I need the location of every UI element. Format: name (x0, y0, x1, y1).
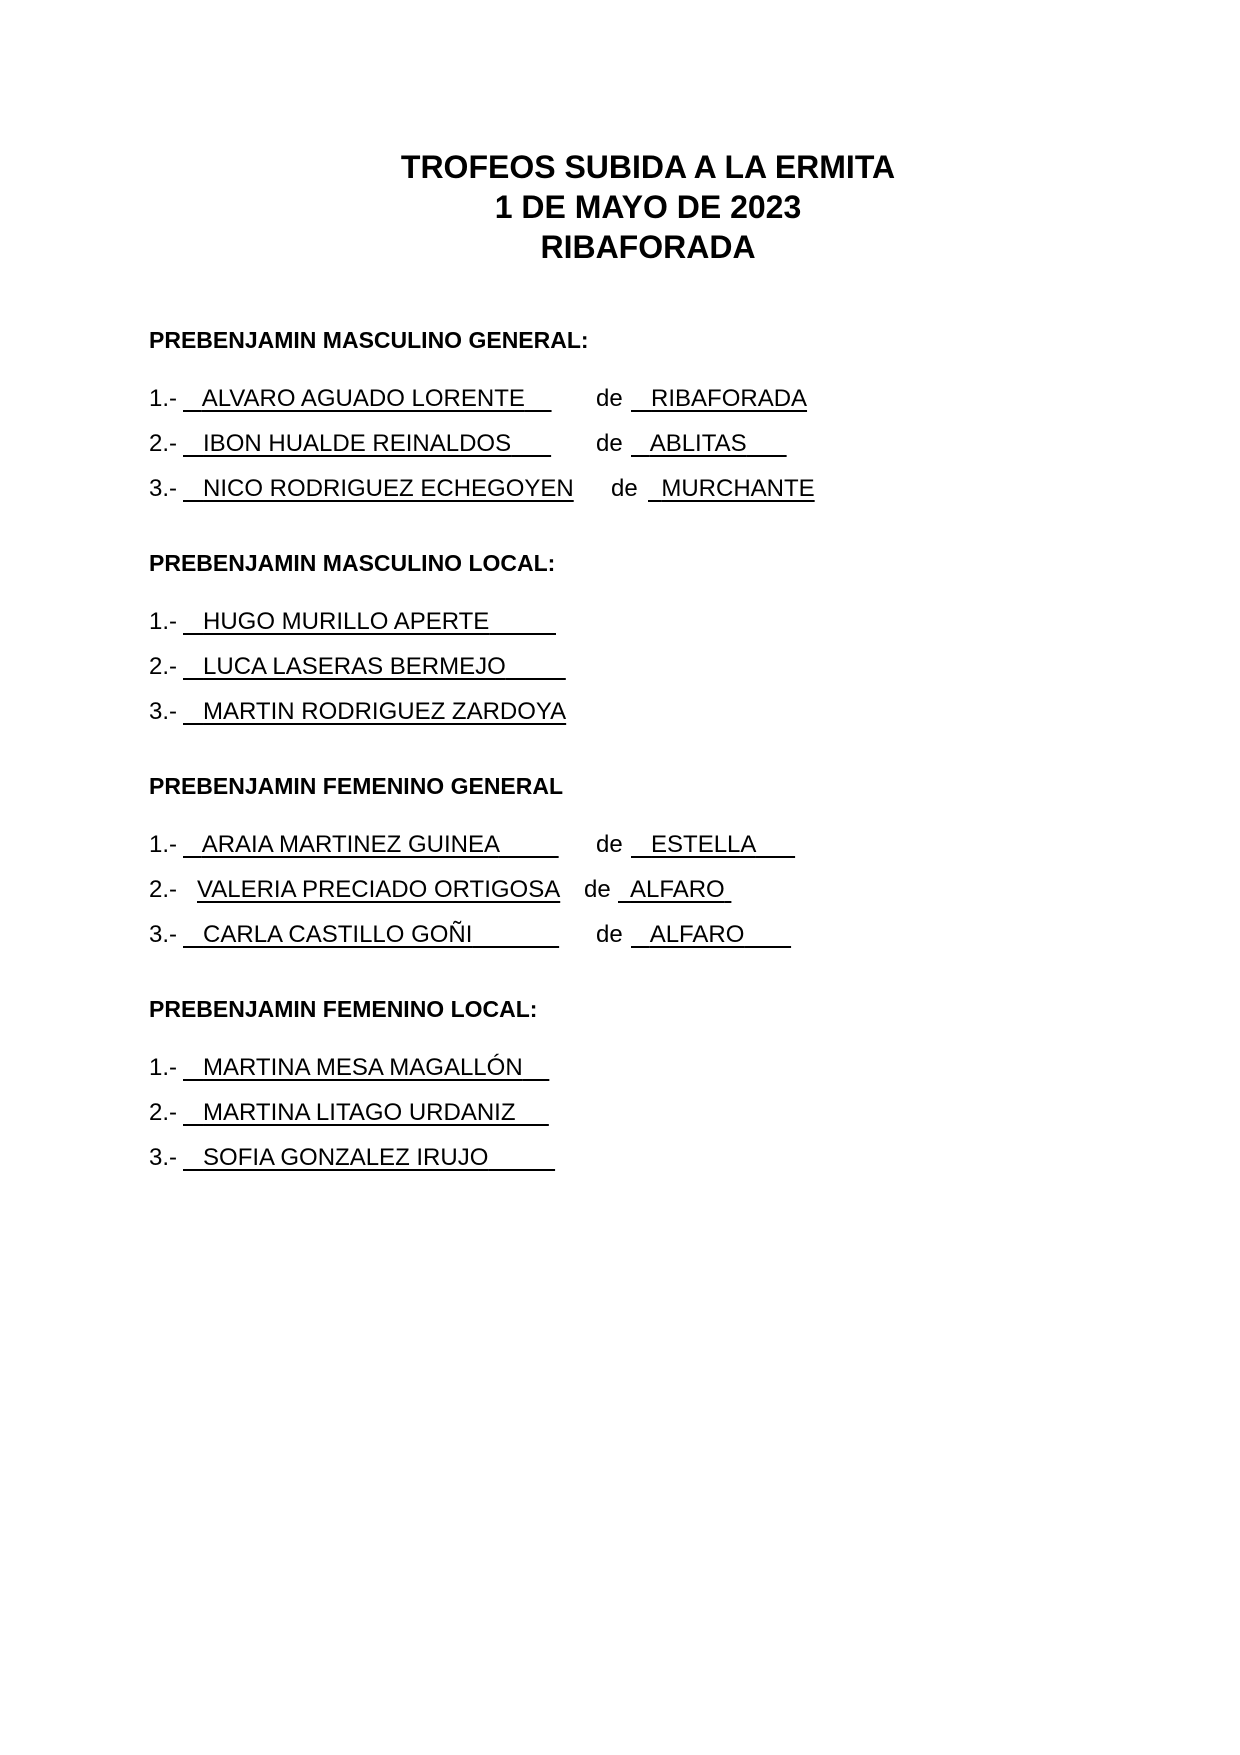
entry-connector: de (596, 430, 623, 457)
entry-position: 3.- (149, 921, 178, 948)
entry-connector: de (611, 475, 638, 502)
document-title-line-3: RIBAFORADA (540, 229, 756, 265)
entry-position: 2.- (149, 876, 178, 903)
entry-position: 2.- (149, 653, 178, 680)
entry-connector: de (596, 831, 623, 858)
entry-name: MARTINA LITAGO URDANIZ (203, 1099, 516, 1126)
section-heading-masculino-local: PREBENJAMIN MASCULINO LOCAL: (149, 550, 556, 576)
entry-connector: de (596, 385, 623, 412)
entry-position: 1.- (149, 385, 178, 412)
entry-name: ALVARO AGUADO LORENTE (201, 385, 525, 412)
entry-town: MURCHANTE (661, 475, 815, 502)
entry-town: ESTELLA (651, 831, 756, 858)
entry-name: CARLA CASTILLO GOÑI (203, 921, 473, 948)
document-title-line-1: TROFEOS SUBIDA A LA ERMITA (400, 149, 896, 185)
entry-town: ABLITAS (649, 430, 747, 457)
entry-name: IBON HUALDE REINALDOS (203, 430, 512, 457)
entry-name: NICO RODRIGUEZ ECHEGOYEN (203, 475, 574, 502)
entry-name: ARAIA MARTINEZ GUINEA (201, 831, 499, 858)
entry-name: LUCA LASERAS BERMEJO (203, 653, 506, 680)
entry-position: 1.- (149, 608, 178, 635)
entry-name: MARTINA MESA MAGALLÓN (203, 1054, 523, 1081)
entry-position: 1.- (149, 831, 178, 858)
entry-town: ALFARO (649, 921, 745, 948)
entry-town: ALFARO (630, 876, 725, 903)
entry-name: SOFIA GONZALEZ IRUJO (203, 1144, 489, 1171)
entry-name: HUGO MURILLO APERTE (203, 608, 490, 635)
entry-position: 2.- (149, 430, 178, 457)
entry-position: 3.- (149, 698, 178, 725)
entry-name: MARTIN RODRIGUEZ ZARDOYA (203, 698, 567, 725)
entry-town: RIBAFORADA (651, 385, 808, 412)
section-heading-femenino-local: PREBENJAMIN FEMENINO LOCAL: (149, 996, 538, 1022)
entry-position: 3.- (149, 475, 178, 502)
section-heading-masculino-general: PREBENJAMIN MASCULINO GENERAL: (149, 327, 589, 353)
entry-connector: de (596, 921, 623, 948)
document-title-line-2: 1 DE MAYO DE 2023 (494, 189, 802, 225)
entry-connector: de (584, 876, 611, 903)
section-heading-femenino-general: PREBENJAMIN FEMENINO GENERAL (149, 773, 564, 799)
entry-name: VALERIA PRECIADO ORTIGOSA (197, 876, 561, 903)
entry-position: 3.- (149, 1144, 178, 1171)
entry-position: 1.- (149, 1054, 178, 1081)
entry-position: 2.- (149, 1099, 178, 1126)
